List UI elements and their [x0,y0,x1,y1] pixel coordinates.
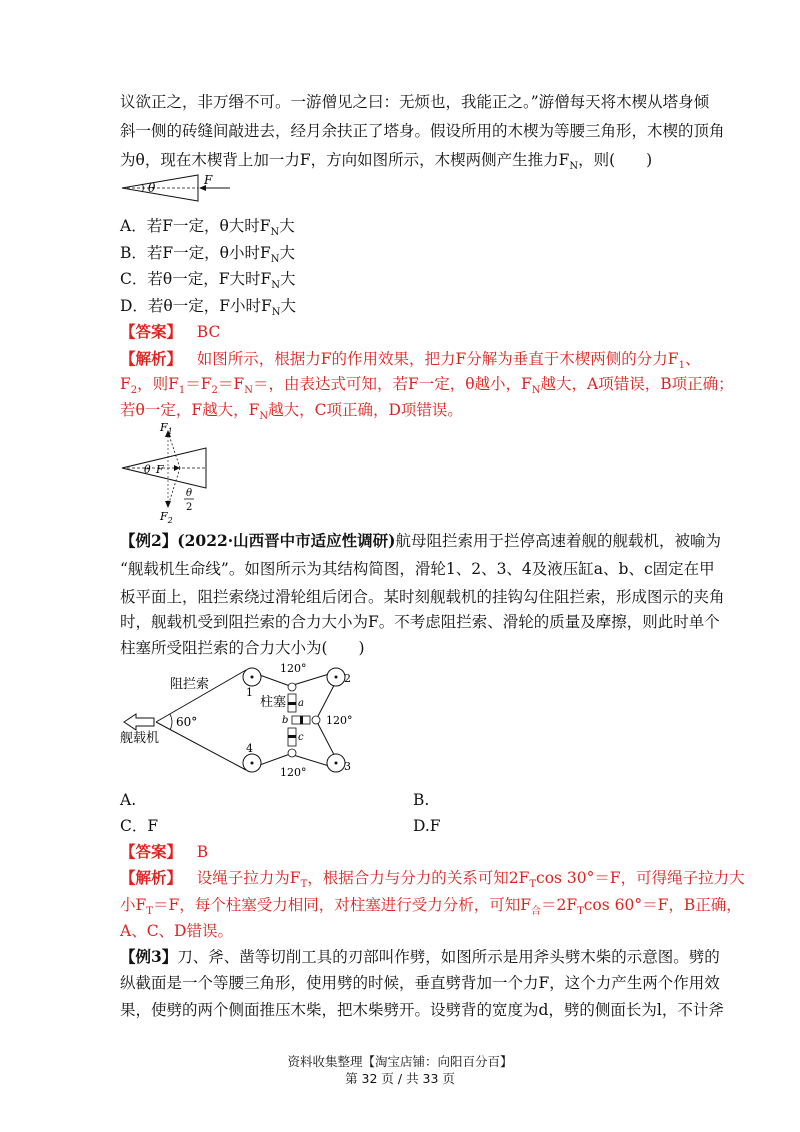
example-3-line-2: 纵截面是一个等腰三角形，使用劈的时候，垂直劈背加一个力F，这个力产生两个作用效 [120,974,720,992]
angle-bottom-label: 120° [280,766,307,779]
theta-label: θ [144,463,151,476]
f2-label: $F_2$ [160,510,173,524]
footer-source: 资料收集整理【淘宝店铺：向阳百分百】 [287,1054,513,1069]
svg-text:1: 1 [246,686,253,699]
svg-text:c: c [298,732,304,743]
example-2-line-4: 时，舰载机受到阻拦索的合力大小为F。不考虑阻拦索、滑轮的质量及摩擦，则此时单个 [120,613,720,631]
analysis-2-line-2: 小$F_T=F$，每个柱塞受力相同，对柱塞进行受力分析，可知$F_合=2F_T\cos$ 60°＝F，B正确， [120,896,742,918]
half-theta-numerator: θ [186,488,193,499]
cable-label: 阻拦索 [170,677,210,692]
plunger-label: 柱塞 [260,695,287,710]
analysis-1-line-1: 【解析】 如图所示，根据力F的作用效果，把力F分解为垂直于木楔两侧的分力$F_1$、 [120,349,701,372]
example-2-line-1: 【例2】(2022·山西晋中市适应性调研)航母阻拦索用于拦停高速着舰的舰载机，被喻为 [120,531,722,550]
answer-1: 【答案】 BC [120,322,221,341]
example-3-line-3: 果，使劈的两个侧面推压木柴，把木柴劈开。设劈背的宽度为d，劈的侧面长为l，不计斧 [120,1001,724,1019]
intro-line-1: 议欲正之，非万缗不可。一游僧见之曰：无烦也，我能正之。”游僧每天将木楔从塔身倾 [120,93,710,111]
svg-text:3: 3 [344,760,351,773]
example-3-line-1: 【例3】刀、斧、凿等切削工具的刃部叫作劈，如图所示是用斧头劈木柴的示意图。劈的 [120,947,720,966]
arresting-cable-figure [120,660,370,780]
force-f-label: F [156,463,164,476]
svg-text:b: b [282,715,289,726]
intro-line-2: 斜一侧的砖缝间敲进去，经月余扶正了塔身。假设所用的木楔为等腰三角形，木楔的顶角 [120,122,725,140]
svg-text:a: a [298,698,304,709]
svg-text:2: 2 [344,672,351,685]
analysis-1-line-3: 若θ一定，F越大，$F_N$越大，C项正确，D项错误。 [120,401,463,423]
option-c: C．若θ一定，F大时$F_N$大 [120,270,296,292]
wedge-figure [120,172,240,204]
half-theta-denominator: 2 [186,502,193,513]
option-a: A．若F一定，θ大时$F_N$大 [120,217,295,239]
angle-right-label: 120° [326,714,353,727]
q2-option-d: D.F [413,817,441,835]
angle-top-label: 120° [280,662,307,675]
force-decomposition-figure [120,420,220,524]
svg-text:4: 4 [246,742,253,755]
footer-page-number: 第 32 页 / 共 33 页 [345,1071,455,1086]
angle-60-label: 60° [176,715,198,729]
q2-option-a: A. [120,791,137,809]
wedge-force-label: F [204,173,213,187]
option-d: D．若θ一定，F小时$F_N$大 [120,297,297,319]
example-2-line-5: 柱塞所受阻拦索的合力大小为( ) [120,639,365,657]
intro-line-3: 为θ，现在木楔背上加一力F，方向如图所示，木楔两侧产生推力$F_N$，则( ) [120,151,653,173]
plane-label: 舰载机 [120,731,160,746]
analysis-1-line-2: $F_2$，则$F_1=F_2=F_N=$，由表达式可知，若F一定，θ越小，$F_N$越大，A项错误，B项正确； [120,375,734,397]
analysis-2-line-1: 【解析】 设绳子拉力为$F_T$，根据合力与分力的关系可知$2F_T\cos$ 30°＝F，可得绳子拉力大 [120,868,745,891]
q2-option-c: C．F [120,817,159,835]
example-2-line-3: 板平面上，阻拦索绕过滑轮组后闭合。某时刻舰载机的挂钩勾住阻拦索，形成图示的夹角 [120,588,725,606]
wedge-theta-label: θ [148,181,156,195]
plane-icon [124,714,154,730]
q2-option-b: B. [413,791,430,809]
analysis-2-line-3: A、C、D错误。 [120,922,233,940]
f1-label: $F_1$ [160,421,173,436]
option-b: B．若F一定，θ小时$F_N$大 [120,244,295,266]
answer-2: 【答案】 B [120,842,209,861]
example-2-line-2: “舰载机生命线”。如图所示为其结构简图，滑轮1、2、3、4及液压缸a、b、c固定在甲 [120,560,715,578]
